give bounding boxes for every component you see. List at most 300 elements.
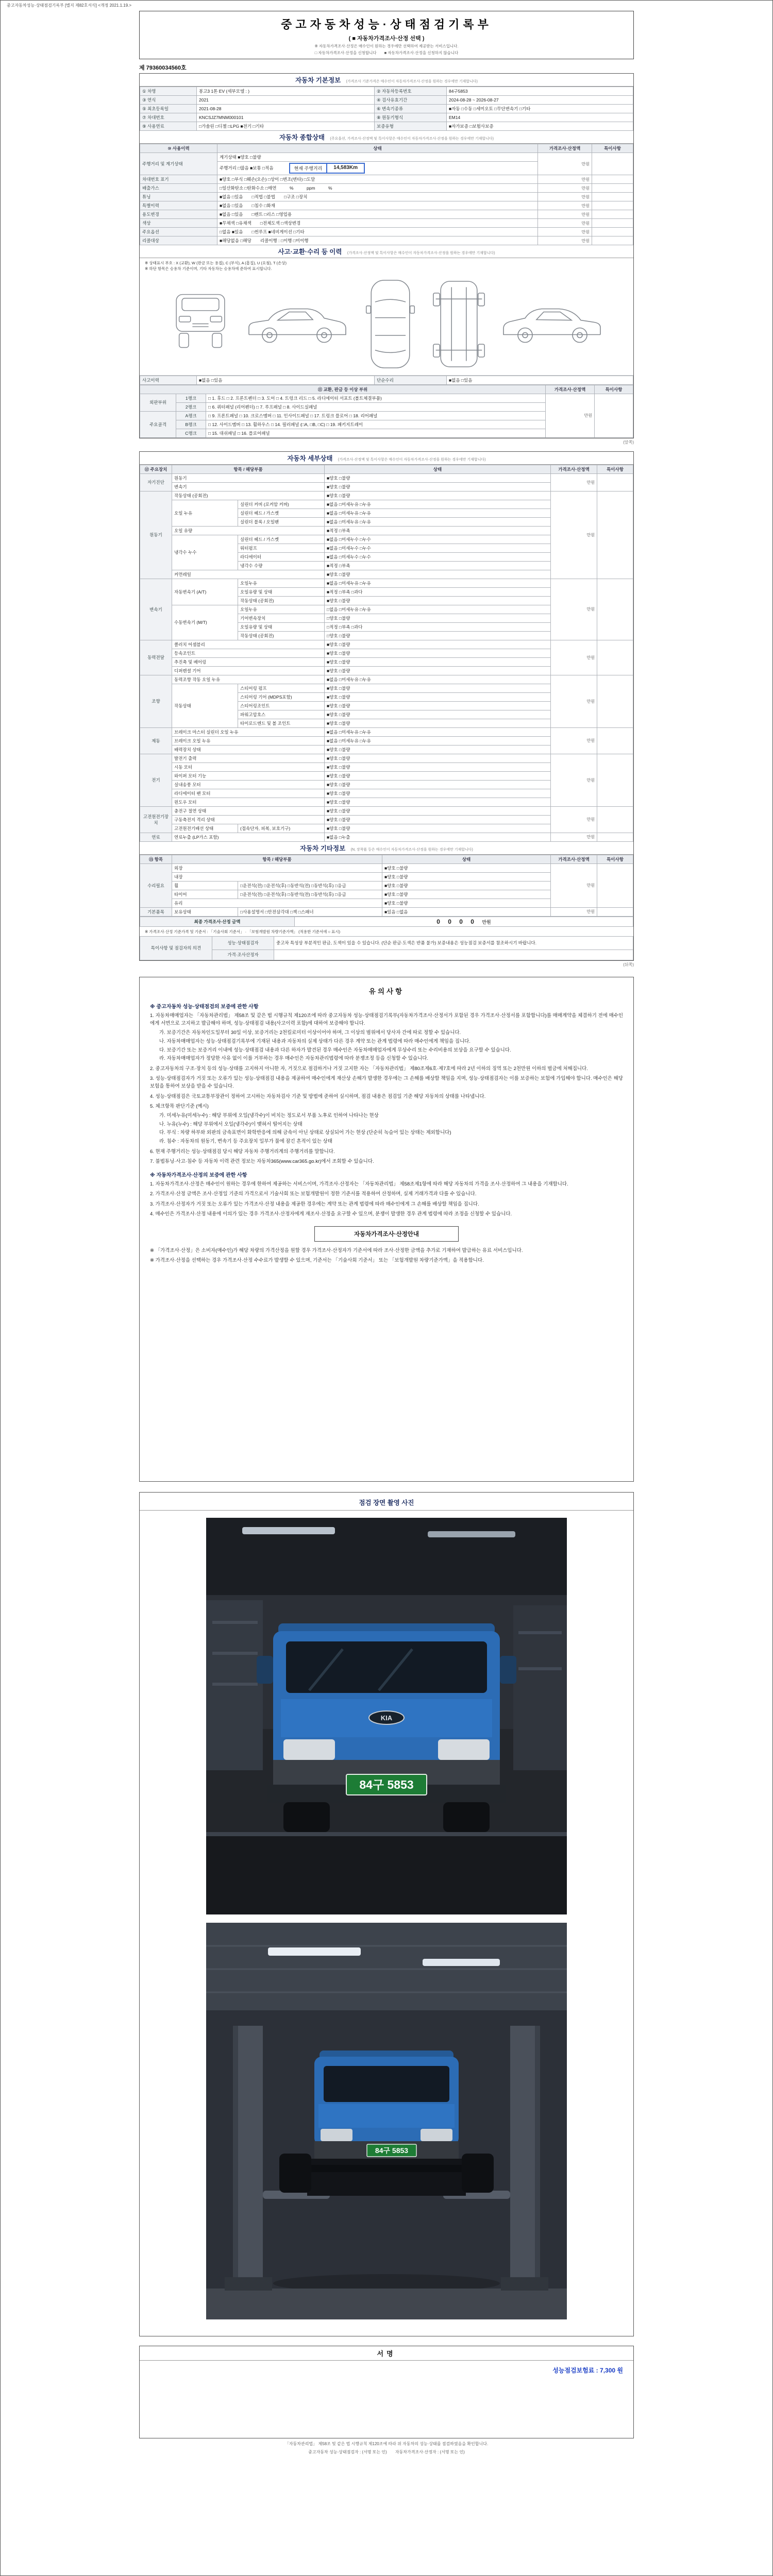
- device-group: 연료: [140, 833, 172, 841]
- condition-row: [140, 228, 633, 236]
- status-cell: ■양호 □불량: [325, 657, 551, 666]
- final-price-amount: 0 0 0 0: [436, 918, 477, 925]
- notice-line: 라. 침수 : 자동차의 원동기, 변속기 등 주요장치 일부가 물에 잠긴 흔적이 있는 상태: [159, 1139, 332, 1145]
- notice-section-header: ※ 자동차가격조사·산정의 보증에 관한 사항: [150, 1173, 247, 1179]
- item-label: 오일 누유: [172, 500, 238, 526]
- subitem-label: 실린더 헤드 / 가스켓: [238, 535, 325, 544]
- status-cell: ■없음 □미세누수 □누수: [325, 552, 551, 561]
- price-cell: 만원: [538, 219, 592, 228]
- device-group: 동력전달: [140, 640, 172, 675]
- item-label: 와이퍼 모터 기능: [172, 771, 325, 780]
- car-side-left-diagram: [246, 280, 349, 368]
- col-header: 상태: [325, 465, 551, 473]
- footer-line-2: 중고자동차 성능·상태점검자 : (서명 또는 인) 자동차가격조사·산정자 : (서명 또는 인): [308, 2449, 465, 2454]
- col-header: 상태: [382, 855, 551, 863]
- rank-label: B랭크: [176, 420, 206, 429]
- status-cell: ■양호 □불량: [325, 798, 551, 806]
- status-text: ■없음 □있음 □렌트 □리스 □영업용: [220, 212, 292, 217]
- rank-label: 2랭크: [176, 402, 206, 411]
- section-front-page: [139, 73, 634, 438]
- signature-body: [140, 2361, 633, 2438]
- accident-title: 사고·교환·수리 등 이력: [278, 248, 342, 256]
- subitem-label: 스티어링조인트: [238, 701, 325, 710]
- document-number: 제 79360034560호: [139, 65, 187, 71]
- item-label: 브레이크 오일 누유: [172, 736, 325, 745]
- device-group: 자기진단: [140, 473, 172, 491]
- condition-row: [140, 184, 633, 193]
- insurance-fee-value: 7,300 원: [600, 2366, 623, 2374]
- accident-history-table: [140, 376, 633, 385]
- status-cell: □없음 □미세누유 □누유: [325, 605, 551, 614]
- price-basis-note: ※ 가격조사·산정 기준가격 및 기준서 : 「기술사회 기준서」 · 「보험개발원 차량기준가액」 (적용한 기준서에 ○ 표시): [145, 929, 341, 934]
- device-row: [140, 863, 633, 872]
- field-value: 2021-08-28: [197, 105, 375, 113]
- notices-title: 유의사항: [368, 987, 405, 995]
- print-header: 중고자동차성능·상태점검기록부 [별지 제82호서식] <개정 2021.1.19.>: [7, 3, 132, 8]
- field-value: EM14: [447, 113, 633, 122]
- status-text: ■없음 □있음 □적법 □불법 □구조 □장치: [220, 194, 308, 199]
- summary-header-row: [140, 144, 633, 153]
- remark-cell: [592, 175, 633, 184]
- form-subtitle: ( ■ 자동차가격조사·산정 선택 ): [348, 36, 425, 42]
- field-label: ② 자동차등록번호: [375, 87, 447, 96]
- col-header: 상태: [217, 144, 538, 153]
- form-row: [140, 105, 633, 113]
- row-label: 색상: [140, 219, 217, 228]
- item-label: 냉각수 누수: [172, 535, 238, 570]
- item-label: 디퍼렌셜 기어: [172, 666, 325, 675]
- subitem-label: 라디에이터: [238, 552, 325, 561]
- item-label: 휠: [172, 881, 238, 890]
- field-label: ④ 검사유효기간: [375, 96, 447, 105]
- subitem-label: 실린더 커버 (로커암 커버): [238, 500, 325, 509]
- remark-cell: [597, 863, 633, 907]
- status-cell: ■양호 □불량: [325, 570, 551, 579]
- signature-title: 서명: [140, 2346, 633, 2361]
- row-label: 주행거리 및 계기상태: [140, 153, 217, 175]
- price-cell: 만원: [538, 236, 592, 245]
- col-header: 가격조사·산정액: [551, 855, 597, 863]
- photo-lift-svg: [206, 1923, 567, 2319]
- item-label: 원동기: [172, 473, 325, 482]
- price-cell: 만원: [546, 394, 595, 437]
- notice-line: 나. 누유(누수) : 해당 부위에서 오일(냉각수)이 맺혀서 떨어지는 상태: [159, 1121, 303, 1127]
- price-cell: 만원: [538, 210, 592, 219]
- notice-line: 1. 자동차매매업자는 「자동차관리법」 제58조 및 같은 법 시행규칙 제120조에 따라 중고자동차 성능·상태점검기록부(자동차가격조사·산정서가 포함된 경우 가격조사·산정서를 포함합니다)를 매매계약을 체결하기 전에 매수인에게 서면으로 고지하고 발급해야 하며, 성능·상태점검 내용(사고이력 포함)에 대하여 보증해야 합니다.: [150, 1012, 623, 1026]
- summary-note: (주요옵션, 가격조사·산정액 및 특이사항은 매수인이 자동차가격조사·산정을 원하는 경우에만 기재합니다): [330, 137, 494, 141]
- rank-items: □ 1. 후드 □ 2. 프론트펜더 □ 3. 도어 □ 4. 트렁크 리드 □ 5. 라디에이터 서포트 (볼트체결부품): [206, 394, 546, 402]
- device-group: 조향: [140, 675, 172, 727]
- notice-line: ※ 가격조사·산정을 선택하는 경우 가격조사·산정 수수료가 발생할 수 있으며, 기준서는 「기술사회 기준서」 또는 「보험개발원 차량기준가액」을 적용합니다.: [150, 1258, 484, 1264]
- notice-line: 라. 자동차매매업자가 정당한 사유 없이 이를 거부하는 경우 매수인은 자동차관리법령에 따라 분쟁조정 등을 신청할 수 있습니다.: [159, 1056, 429, 1062]
- other-title: 자동차 기타정보: [300, 844, 346, 852]
- status-cell: ■없음 □미세누유 □누유: [325, 727, 551, 736]
- condition-row: [140, 219, 633, 228]
- item-label: 충전구 절연 상태: [172, 806, 325, 815]
- row-label: 배출가스: [140, 184, 217, 193]
- field-label: ⑥ 변속기종류: [375, 105, 447, 113]
- status-cell: ■양호 □불량: [325, 719, 551, 727]
- detail-tbody: [140, 465, 633, 841]
- opinion-row-1: [140, 936, 633, 950]
- status-cell: ■양호 □불량: [382, 881, 551, 890]
- remark-cell: [592, 201, 633, 210]
- form-row: [140, 376, 633, 384]
- row-label: 주요옵션: [140, 228, 217, 236]
- device-row: [140, 833, 633, 841]
- car-diagrams: [140, 272, 633, 376]
- subitem-label: 오일누유: [238, 579, 325, 587]
- rank-items: □ 12. 사이드멤버 □ 13. 휠하우스 □ 14. 필러패널 (□A, □B, □C) □ 19. 패키지트레이: [206, 420, 546, 429]
- insurance-fee-label: 성능점검보험료 :: [552, 2366, 598, 2374]
- device-row: [140, 907, 633, 916]
- notice-line: 다. 부식 : 차량 하부와 외판의 금속표면이 화학반응에 의해 금속이 아닌 상태로 상실되어 가는 현상 (단순히 녹슬어 있는 상태는 제외합니다): [159, 1130, 451, 1136]
- price-cell: 만원: [551, 863, 597, 907]
- document: [139, 11, 634, 2455]
- notice-line: ※ 「가격조사·산정」은 소비자(매수인)가 해당 차량의 가격산정을 원할 경우 가격조사·산정자가 기준서에 따라 조사·산정한 금액을 추가로 기재하여 발급하는 유료 서비스입니다.: [150, 1247, 523, 1253]
- opinion-row-2: [140, 950, 633, 960]
- notice-line: 2. 중고자동차의 구조·장치 등의 성능·상태를 고지하지 아니한 자, 거짓으로 점검하거나 거짓 고지한 자는 「자동차관리법」 제80조제6호·제7호에 따라 2년 이하의 징역 또는 2천만원 이하의 벌금에 처해집니다.: [150, 1066, 588, 1072]
- summary-tbody: [140, 144, 633, 245]
- status-cell: [217, 184, 538, 193]
- device-row: [140, 806, 633, 815]
- form-row: [140, 87, 633, 96]
- remark-cell: [597, 727, 633, 754]
- group-label: 외판부위: [140, 394, 176, 411]
- summary-header: [140, 131, 633, 144]
- status-cell: ■양호 □불량: [325, 745, 551, 754]
- status-cell: ■양호 □불량: [325, 824, 551, 833]
- subitem-label: 스티어링 펌프: [238, 684, 325, 692]
- detail-table: [140, 465, 633, 842]
- insurance-fee: [552, 2366, 623, 2375]
- notices-body: [150, 1002, 623, 1265]
- item-label: 작동상태: [172, 684, 238, 727]
- remark-cell: [592, 219, 633, 228]
- accident-legend: [140, 258, 633, 272]
- price-cell: 만원: [538, 228, 592, 236]
- subitem-label: □운전석(전) □운전석(후) □동반석(전) □동반석(후) □응급: [238, 881, 382, 890]
- item-label: 보유상태: [172, 907, 238, 916]
- status-cell: [217, 236, 538, 245]
- item-label: 윈도우 모터: [172, 798, 325, 806]
- status-cell: ■없음 □미세누유 □누유: [325, 500, 551, 509]
- group-label: 주요골격: [140, 411, 176, 437]
- field-value: ■없음 □있음: [447, 376, 633, 384]
- row-label: 리콜대상: [140, 236, 217, 245]
- status-cell: ■양호 □불량: [325, 806, 551, 815]
- condition-row: [140, 193, 633, 201]
- status-cell: □양호 □불량: [325, 631, 551, 640]
- field-label: ⑦ 차대번호: [140, 113, 197, 122]
- item-label: 실내송풍 모터: [172, 780, 325, 789]
- subitem-label: 작동상태 (공회전): [238, 596, 325, 605]
- col-header: 특이사항: [597, 855, 633, 863]
- col-header: 특이사항: [592, 144, 633, 153]
- device-group: 수리필요: [140, 863, 172, 907]
- status-cell: ■양호 □불량: [325, 754, 551, 762]
- price-cell: 만원: [551, 833, 597, 841]
- opinion-label: 특이사항 및 점검자의 의견: [140, 936, 212, 960]
- status-cell: ■없음 □미세누수 □누수: [325, 535, 551, 544]
- subitem-label: 실린더 블록 / 오일팬: [238, 517, 325, 526]
- subitem-label: (접속단자, 피복, 보호기구): [238, 824, 325, 833]
- price-cell: 만원: [538, 175, 592, 184]
- accident-note: (가격조사·산정액 및 특이사항은 매수인이 자동차가격조사·산정을 원하는 경우에만 기재합니다): [347, 251, 495, 255]
- row-label: 차대번호 표기: [140, 175, 217, 184]
- notice-line: 4. 성능·상태점검은 국토교통부장관이 정하여 고시하는 자동차검사 기준 및 방법에 준하여 실시하며, 점검 내용은 점검일 기준 해당 자동차의 상태를 나타냅니다.: [150, 1093, 486, 1099]
- notice-line: 1. 자동차가격조사·산정은 매수인이 원하는 경우에 한하여 제공하는 서비스이며, 가격조사·산정자는 「자동차관리법」 제58조제1항에 따라 해당 자동차의 가격을 조사·산정하여 그 내용을 기재합니다.: [150, 1181, 568, 1188]
- photos-title: 점검 장면 촬영 사진: [140, 1496, 633, 1511]
- status-cell: ■없음 □미세누유 □누유: [325, 509, 551, 517]
- device-row: [140, 727, 633, 736]
- item-label: 자동변속기 (A/T): [172, 579, 238, 605]
- row-label: 용도변경: [140, 210, 217, 219]
- other-tbody: [140, 855, 633, 916]
- status-cell: ■양호 □불량: [382, 872, 551, 881]
- device-header-row: [140, 465, 633, 473]
- col-header: ⑩ 사용이력: [140, 144, 217, 153]
- condition-row: [140, 210, 633, 219]
- status-cell: ■양호 □불량: [325, 780, 551, 789]
- item-label: 유리: [172, 899, 382, 907]
- condition-row: [140, 175, 633, 184]
- field-label: ⑤ 최초등록일: [140, 105, 197, 113]
- detail-title: 자동차 세부상태: [287, 454, 333, 462]
- price-cell: 만원: [551, 907, 597, 916]
- col-header: 특이사항: [597, 465, 633, 473]
- rank-label: 1랭크: [176, 394, 206, 402]
- accident-header: [140, 245, 633, 258]
- status-cell: [217, 193, 538, 201]
- device-group: 전기: [140, 754, 172, 806]
- remark-cell: [595, 394, 633, 437]
- row-label: 튜닝: [140, 193, 217, 201]
- car-top-diagram: [363, 277, 417, 371]
- rank-items: □ 9. 프론트패널 □ 10. 크로스멤버 □ 11. 인사이드패널 □ 17. 트렁크 플로어 □ 18. 리어패널: [206, 411, 546, 420]
- price-cell: 만원: [551, 675, 597, 727]
- notice-line: 7. 불법튜닝·사고·침수 등 자동차 이력 관련 정보는 자동차365(www.car365.go.kr)에서 조회할 수 있습니다.: [150, 1159, 374, 1164]
- status-cell: ■적정 □부족 □과다: [325, 587, 551, 596]
- inspection-photo-front: [206, 1518, 567, 1914]
- device-group: 원동기: [140, 491, 172, 579]
- status-cell: ■없음 □누출: [325, 833, 551, 841]
- rank-label: C랭크: [176, 429, 206, 437]
- price-cell: 만원: [551, 727, 597, 754]
- price-cell: 만원: [551, 640, 597, 675]
- subitem-label: 워터펌프: [238, 544, 325, 552]
- status-cell: ■양호 □불량: [382, 863, 551, 872]
- remark-cell: [592, 236, 633, 245]
- subitem-label: 냉각수 수량: [238, 561, 325, 570]
- rank-items: □ 15. 대쉬패널 □ 16. 플로어패널: [206, 429, 546, 437]
- status-text: ■무채색 □유채색 □전체도색 □색상변경: [220, 221, 301, 226]
- condition-row: [140, 236, 633, 245]
- detail-header: [140, 452, 633, 465]
- status-cell: ■양호 □불량: [382, 890, 551, 899]
- section-notices: [139, 977, 634, 1482]
- remark-cell: [597, 491, 633, 579]
- device-row: [140, 473, 633, 482]
- field-value: KNCSJZ7MNM000101: [197, 113, 375, 122]
- subitem-label: □운전석(전) □운전석(후) □동반석(전) □동반석(후) □응급: [238, 890, 382, 899]
- item-label: 타이어: [172, 890, 238, 899]
- price-cell: 만원: [538, 201, 592, 210]
- svg-text:KIA: KIA: [380, 1714, 393, 1722]
- rank-row: [140, 394, 633, 402]
- form-title: 중고자동차성능·상태점검기록부: [281, 18, 492, 31]
- car-side-right-diagram: [500, 280, 603, 368]
- opinion-table: [140, 936, 633, 960]
- item-label: 외장: [172, 863, 382, 872]
- device-group: 고전원전기장치: [140, 806, 172, 833]
- status-cell: ■적정 □부족: [325, 526, 551, 535]
- basic-info-note: (가격조사 기준가격은 매수인이 자동차가격조사·산정을 원하는 경우에만 기재합니다): [346, 80, 478, 83]
- remark-cell: [592, 228, 633, 236]
- rank-label: A랭크: [176, 411, 206, 420]
- status-cell: [217, 228, 538, 236]
- remark-cell: [597, 754, 633, 806]
- field-label: 사고이력: [140, 376, 197, 384]
- subitem-label: 파워고압호스: [238, 710, 325, 719]
- col-header: ⑬ 항목: [140, 855, 172, 863]
- field-value: 2021: [197, 96, 375, 105]
- notice-line: 다. 보증기간 또는 보증거리 이내에 성능·상태점검 내용과 다른 하자가 발견된 경우 매수인은 자동차매매업자에게 무상수리 또는 수리비용의 보상을 요구할 수 있습니다.: [159, 1047, 511, 1053]
- item-label: 클러치 어셈블리: [172, 640, 325, 649]
- section-signature: [139, 2346, 634, 2438]
- status-cell: ■양호 □불량: [325, 596, 551, 605]
- item-label: 라디에이터 팬 모터: [172, 789, 325, 798]
- remark-cell: [597, 907, 633, 916]
- license-plate-text: 84구 5853: [359, 1777, 414, 1791]
- section-photos: [139, 1492, 634, 2336]
- inspection-photo-lift: [206, 1923, 567, 2319]
- section-back-page: [139, 451, 634, 961]
- status-cell: ■적정 □부족: [325, 561, 551, 570]
- accident-legend-2: ※ 하단 항목은 승용차 기준이며, 기타 자동차는 승용차에 준하여 표시합니다.: [145, 266, 272, 272]
- final-price-value: [295, 917, 633, 926]
- current-mileage-label: 현재 주행거리: [290, 164, 328, 173]
- detail-note: (가격조사·산정액 및 특이사항은 매수인이 자동차가격조사·산정을 원하는 경우에만 기재합니다): [338, 457, 486, 462]
- status-text: ■양호 □부식 □훼손(오손) □상이 □변조(변타) □도말: [220, 177, 315, 182]
- condition-row: [140, 153, 633, 162]
- rank-tbody: [140, 385, 633, 437]
- car-front-diagram: [170, 280, 231, 368]
- price-cell: 만원: [551, 754, 597, 806]
- basic-info-table: [140, 87, 633, 131]
- footer-line-1: 「자동차관리법」 제58조 및 같은 법 시행규칙 제120조에 따라 위 자동차의 성능·상태를 점검하였음을 확인합니다.: [284, 2441, 489, 2446]
- notice-line: 2. 가격조사·산정 금액은 조사·산정일 기준의 가격으로서 기술사회 또는 보험개발원이 정한 기준서를 적용하여 산정하며, 실제 거래가격과 다를 수 있습니다.: [150, 1191, 477, 1197]
- item-label: 발전기 출력: [172, 754, 325, 762]
- item-label: 구동축전지 격리 상태: [172, 815, 325, 824]
- subitem-label: 스티어링 기어 (MDPS포함): [238, 692, 325, 701]
- status-cell: ■양호 □불량: [325, 710, 551, 719]
- remark-cell: [597, 675, 633, 727]
- final-price-row: [140, 917, 633, 926]
- status-cell: [217, 201, 538, 210]
- status-cell: ■양호 □불량: [325, 473, 551, 482]
- status-cell: [217, 175, 538, 184]
- col-header: 가격조사·산정액: [546, 385, 595, 394]
- remark-cell: [597, 640, 633, 675]
- col-header: 특이사항: [595, 385, 633, 394]
- status-text: 계기상태 ■양호 □불량: [220, 155, 261, 160]
- status-cell: □적정 □부족 □과다: [325, 622, 551, 631]
- item-label: 추진축 및 베어링: [172, 657, 325, 666]
- device-group: 기본품목: [140, 907, 172, 916]
- subitem-label: □사용설명서 □안전삼각대 □잭 □스패너: [238, 907, 382, 916]
- status-cell: ■양호 □불량: [325, 771, 551, 780]
- field-value: □가솔린 □디젤 □LPG ■전기 □기타: [197, 122, 375, 131]
- summary-table: [140, 144, 633, 245]
- back-page-marker: (뒤쪽): [623, 962, 634, 967]
- device-row: [140, 491, 633, 500]
- subitem-label: 작동상태 (공회전): [238, 631, 325, 640]
- summary-title: 자동차 종합상태: [279, 134, 325, 141]
- item-label: 고전원전기배선 상태: [172, 824, 238, 833]
- price-cell: 만원: [538, 184, 592, 193]
- price-cell: 만원: [538, 153, 592, 175]
- other-note: (N, 장착품 등은 매수인이 자동차가격조사·산정을 원하는 경우에만 기재합니다): [350, 848, 473, 852]
- col-header: ⑫ 주요장치: [140, 465, 172, 473]
- status-cell: [217, 219, 538, 228]
- subitem-label: 실린더 헤드 / 가스켓: [238, 509, 325, 517]
- opinion-role-2: 가격·조사산정자: [212, 950, 274, 960]
- item-label: 동력조향 작동 오일 누유: [172, 675, 325, 684]
- device-row: [140, 675, 633, 684]
- subitem-label: 오일유량 및 상태: [238, 622, 325, 631]
- form-row: [140, 96, 633, 105]
- price-cell: 만원: [551, 579, 597, 640]
- remark-cell: [597, 579, 633, 640]
- device-row: [140, 640, 633, 649]
- status-cell: ■양호 □불량: [325, 684, 551, 692]
- basic-tbody: [140, 87, 633, 131]
- opinion-text-1: 중고차 특성상 부분적인 판금, 도색이 있을 수 있습니다. (단순 판금·도색은 반품 불가) 보증내용은 성능점검 보증서를 참조하시기 바랍니다.: [274, 936, 633, 950]
- status-text: □일산화탄소 □탄화수소 □매연 % ppm %: [220, 185, 332, 191]
- subitem-label: 기어변속장치: [238, 614, 325, 622]
- field-label: 보증유형: [375, 122, 447, 131]
- status-cell: [217, 162, 538, 175]
- item-label: 작동상태 (공회전): [172, 491, 325, 500]
- form-row: [140, 113, 633, 122]
- device-row: [140, 579, 633, 587]
- col-header: 가격조사·산정액: [551, 465, 597, 473]
- rank-items: □ 6. 쿼터패널 (리어펜더) □ 7. 루프패널 □ 8. 사이드실패널: [206, 402, 546, 411]
- status-cell: ■양호 □불량: [325, 701, 551, 710]
- col-header: 항목 / 해당부품: [172, 465, 325, 473]
- notice-line: 가. 보증기간은 자동차인도일부터 30일 이상, 보증거리는 2천킬로미터 이상이어야 하며, 그 이상의 범위에서 당사자 간에 따로 정할 수 있습니다.: [159, 1030, 461, 1036]
- subitem-label: 타이로드엔드 및 볼 조인트: [238, 719, 325, 727]
- field-value: 2024-08-28 ~ 2026-08-27: [447, 96, 633, 105]
- field-value: 84구5853: [447, 87, 633, 96]
- final-price-unit: 만원: [482, 919, 491, 925]
- notice-line: 3. 성능·상태점검자가 거짓 또는 오류가 있는 성능·상태점검 내용을 제공하여 매수인에게 재산상 손해가 발생한 경우에는 그 손해를 배상할 책임을 지며, 성능·상태점검자는 이를 보증하는 보험에 가입해야 합니다. 매수인은 해당 보험을 통하여 보상을 받을 수 있습니다.: [150, 1076, 623, 1090]
- status-cell: ■양호 □불량: [325, 482, 551, 491]
- form-note-2: □ 자동차가격조사·산정을 신청합니다 ■ 자동차가격조사·산정을 신청하지 않습니다: [314, 50, 459, 55]
- status-cell: ■양호 □불량: [325, 815, 551, 824]
- remark-cell: [597, 473, 633, 491]
- license-plate-text-2: 84구 5853: [375, 2146, 409, 2155]
- device-group: 제동: [140, 727, 172, 754]
- remark-cell: [597, 833, 633, 841]
- status-cell: [217, 210, 538, 219]
- other-table: [140, 855, 633, 917]
- item-label: 배력장치 상태: [172, 745, 325, 754]
- status-cell: ■없음 □미세누유 □누유: [325, 675, 551, 684]
- subitem-label: 오일유량 및 상태: [238, 587, 325, 596]
- item-label: 커먼레일: [172, 570, 325, 579]
